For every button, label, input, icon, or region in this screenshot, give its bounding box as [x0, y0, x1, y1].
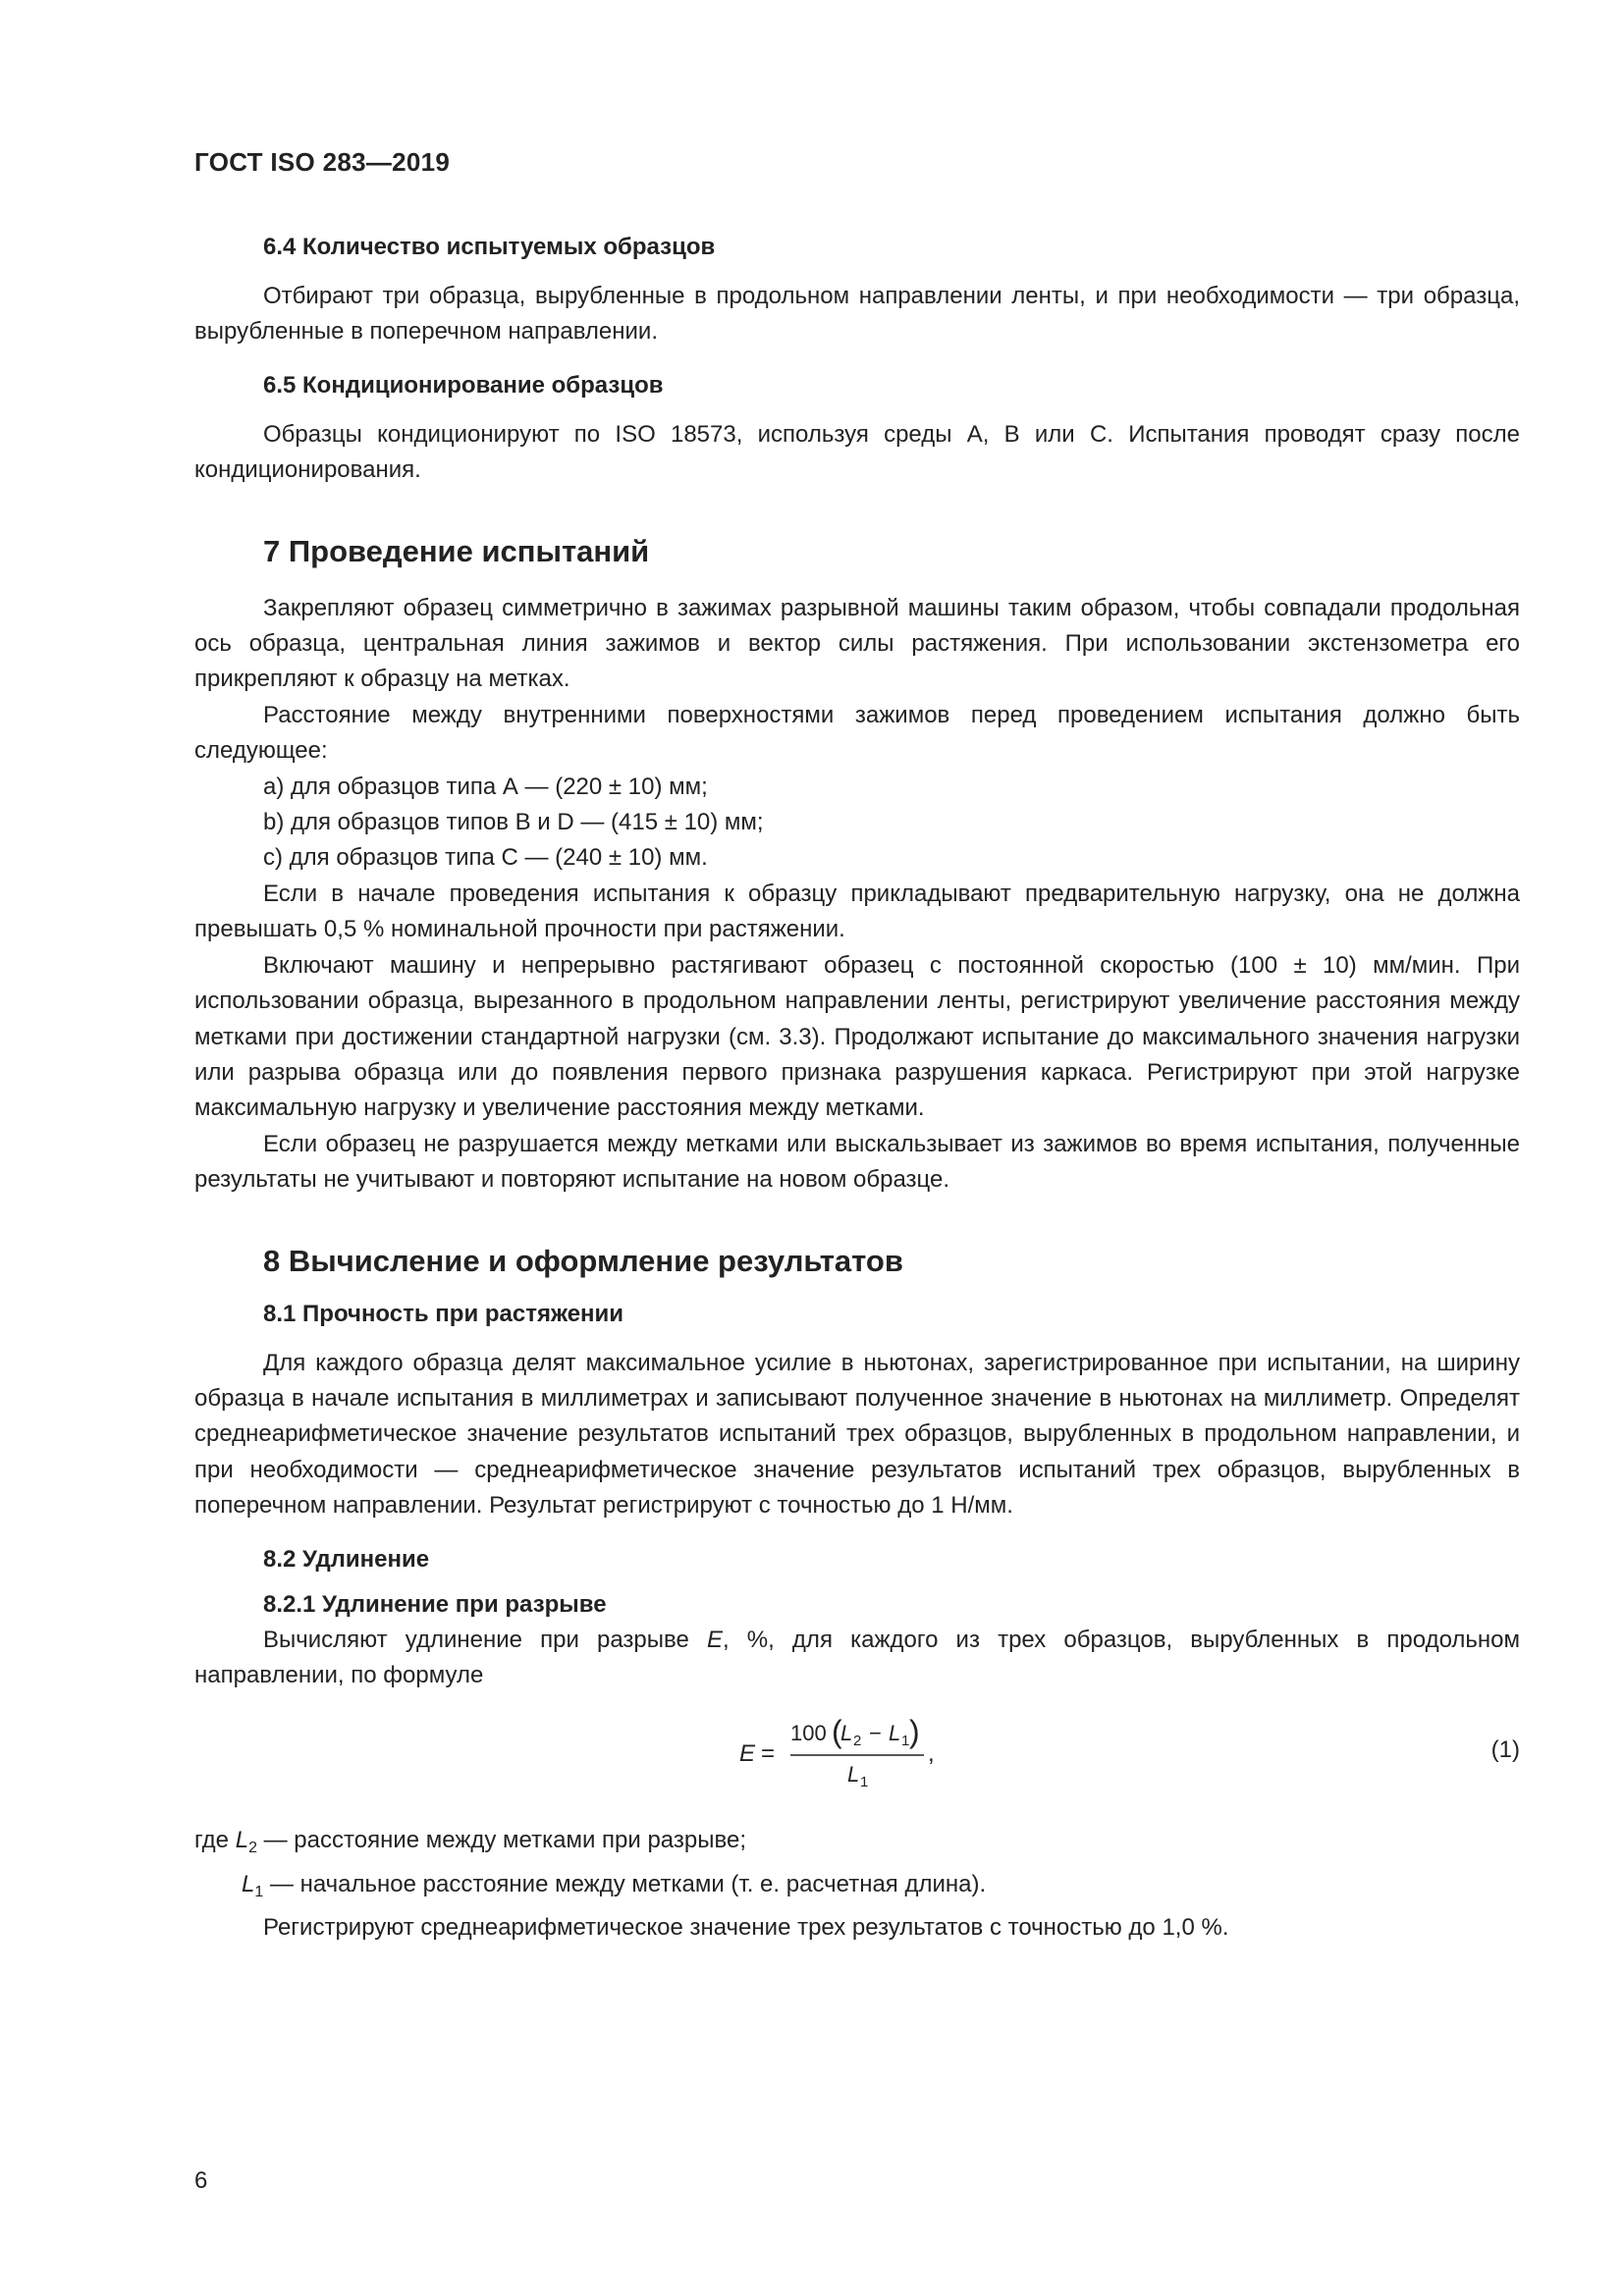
section-heading-7: 7 Проведение испытаний — [263, 533, 650, 568]
formula-1 — [739, 1711, 1014, 1799]
section-heading-8-2: 8.2 Удлинение — [263, 1545, 430, 1573]
formula-minus: − — [869, 1721, 882, 1746]
formula-comma: , — [928, 1740, 935, 1768]
formula-var-l1-den: L — [847, 1762, 860, 1788]
formula-var-l2: L — [840, 1721, 853, 1746]
formula-coef: 100 — [790, 1721, 827, 1746]
formula-var-l1-num: L — [889, 1721, 901, 1746]
formula-sub-2: 2 — [853, 1733, 862, 1750]
section-heading-8: 8 Вычисление и оформление результатов — [263, 1243, 903, 1278]
paragraph: Для каждого образца делят максимальное усилие в ньютонах, зарегистрированное при испытании, на ширину образца в начале испытания в миллиметрах и записывают полученное значение в ньютонах на миллиметр. Определят среднеарифметическое значение результатов испытаний трех образцов, вырубленных в продольном направлении, и при необходимости — среднеарифметическое значение результатов испытаний трех образцов, вырубленных в поперечном направлении. Результат регистрируют с точностью до 1 Н/мм. — [194, 1349, 1520, 1520]
paragraph: Регистрируют среднеарифметическое значение трех результатов с точностью до 1,0 %. — [263, 1914, 1229, 1942]
page-number: 6 — [194, 2167, 208, 2194]
paragraph: Закрепляют образец симметрично в зажимах разрывной машины таким образом, чтобы совпадали продольная ось образца, центральная линия зажимов и вектор силы растяжения. При использовании экстензометра его прикрепляют к образцу на метках. — [194, 594, 1520, 693]
where-line-l1: $L_1$ — начальное расстояние между метками (т. е. расчетная длина). — [242, 1870, 987, 1900]
formula-paren-close: ) — [909, 1714, 920, 1750]
paragraph: Образцы кондиционируют по ISO 18573, используя среды А, В или С. Испытания проводят сразу после кондиционирования. — [194, 420, 1520, 484]
formula-sub-1-den: 1 — [860, 1774, 869, 1791]
section-heading-6-4: 6.4 Количество испытуемых образцов — [263, 234, 716, 260]
list-item: a) для образцов типа А — (220 ± 10) мм; — [263, 773, 708, 800]
running-head: ГОСТ ISO 283—2019 — [194, 147, 451, 177]
paragraph: Расстояние между внутренними поверхностями зажимов перед проведением испытания должно быть следующее: — [194, 701, 1520, 765]
where-line-l2: где $L_2$ — расстояние между метками при разрыве; — [194, 1827, 746, 1857]
formula-row — [194, 1711, 1520, 1799]
paragraph: Отбирают три образца, вырубленные в продольном направлении ленты, и при необходимости — три образца, вырубленные в поперечном направлении. — [194, 283, 1520, 346]
section-heading-6-5: 6.5 Кондиционирование образцов — [263, 371, 664, 399]
equation-number: (1) — [1490, 1736, 1520, 1764]
section-heading-8-2-1: 8.2.1 Удлинение при разрыве — [263, 1590, 607, 1618]
document-body — [194, 234, 1520, 1947]
list-item: b) для образцов типов В и D — (415 ± 10) мм; — [263, 809, 764, 836]
list-item: c) для образцов типа С — (240 ± 10) мм. — [263, 844, 708, 872]
formula-lhs: E — [739, 1740, 756, 1768]
paragraph: Если в начале проведения испытания к образцу прикладывают предварительную нагрузку, она не должна превышать 0,5 % номинальной прочности при растяжении. — [194, 880, 1520, 943]
formula-paren-open: ( — [832, 1714, 842, 1750]
formula-equals: = — [761, 1740, 776, 1768]
section-heading-8-1: 8.1 Прочность при растяжении — [263, 1300, 624, 1327]
paragraph-formula-intro: Вычисляют удлинение при разрыве E, %, для каждого из трех образцов, вырубленных в продольном направлении, по формуле — [194, 1626, 1520, 1688]
formula-sub-1-num: 1 — [901, 1733, 910, 1750]
paragraph: Если образец не разрушается между метками или выскальзывает из зажимов во время испытания, полученные результаты не учитывают и повторяют испытание на новом образце. — [194, 1130, 1520, 1194]
paragraph: Включают машину и непрерывно растягивают образец с постоянной скоростью (100 ± 10) мм/мин. При использовании образца, вырезанного в продольном направлении ленты, регистрируют увеличение расстояния между метками при достижении стандартной нагрузки (см. 3.3). Продолжают испытание до максимального значения нагрузки или разрыва образца или до появления первого признака разрушения каркаса. Регистрируют при этой нагрузке максимальную нагрузку и увеличение расстояния между метками. — [194, 951, 1520, 1122]
